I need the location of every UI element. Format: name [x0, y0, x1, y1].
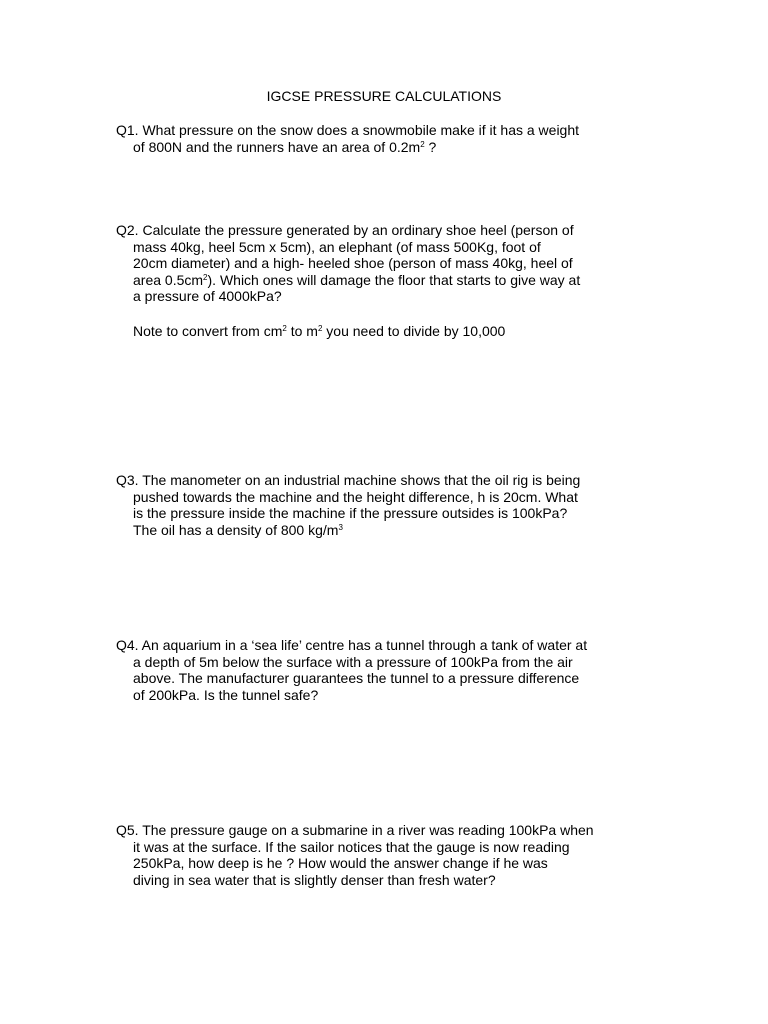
question-2-line-4-end: ). Which ones will damage the floor that starts to give way at	[207, 271, 581, 288]
question-5-line-2: it was at the surface. If the sailor notices that the gauge is now reading	[133, 838, 570, 855]
question-2-line-4-text: area 0.5cm	[133, 271, 204, 288]
note-text-end: you need to divide by 10,000	[322, 323, 506, 339]
question-4-line-4: of 200kPa. Is the tunnel safe?	[133, 686, 319, 703]
question-4-line-2: a depth of 5m below the surface with a pressure of 100kPa from the air	[133, 653, 573, 670]
question-2-line-2: mass 40kg, heel 5cm x 5cm), an elephant (of mass 500Kg, foot of	[133, 238, 541, 255]
question-5	[116, 822, 676, 888]
question-3-line-4-text: The oil has a density of 800 kg/m	[133, 521, 339, 538]
conversion-note-line	[133, 323, 693, 340]
note-text-middle: to m	[286, 323, 318, 339]
question-3-line-2: pushed towards the machine and the height difference, h is 20cm. What	[133, 488, 578, 505]
question-1-line-2	[116, 139, 676, 156]
question-3	[116, 472, 676, 538]
question-3-line-3: is the pressure inside the machine if the pressure outsides is 100kPa?	[133, 505, 568, 521]
note-text-start: Note to convert from cm	[133, 323, 283, 339]
squared-superscript: 2	[203, 272, 208, 282]
question-1-line-1: Q1. What pressure on the snow does a snowmobile make if it has a weight	[116, 122, 580, 138]
squared-superscript: 2	[420, 139, 425, 149]
question-5-line-3: 250kPa, how deep is he ? How would the answer change if he was	[133, 855, 548, 871]
question-5-line-1: Q5. The pressure gauge on a submarine in a river was reading 100kPa when	[116, 822, 594, 838]
cubed-superscript: 3	[338, 522, 343, 532]
question-4-line-3: above. The manufacturer guarantees the tunnel to a pressure difference	[133, 670, 580, 686]
page-title: IGCSE PRESSURE CALCULATIONS	[266, 88, 502, 104]
question-5-line-4: diving in sea water that is slightly denser than fresh water?	[133, 871, 496, 888]
question-4	[116, 637, 676, 703]
question-4-line-1: Q4. An aquarium in a ‘sea life’ centre has a tunnel through a tank of water at	[116, 637, 588, 653]
question-2-line-3: 20cm diameter) and a high- heeled shoe (person of mass 40kg, heel of	[133, 255, 573, 271]
question-1-line-2-text: of 800N and the runners have an area of 0.2m	[133, 138, 421, 155]
question-2-line-4	[116, 272, 676, 289]
question-2	[116, 222, 676, 305]
question-2-line-1: Q2. Calculate the pressure generated by an ordinary shoe heel (person of	[116, 222, 574, 238]
question-2-line-5: a pressure of 4000kPa?	[133, 288, 282, 304]
squared-superscript: 2	[282, 324, 287, 333]
squared-superscript: 2	[317, 324, 323, 333]
question-3-line-1: Q3. The manometer on an industrial machine shows that the oil rig is being	[116, 472, 581, 488]
conversion-note	[133, 323, 693, 340]
question-1	[116, 122, 676, 155]
question-1-line-2-end: ?	[424, 138, 437, 155]
question-3-line-4	[116, 522, 676, 539]
